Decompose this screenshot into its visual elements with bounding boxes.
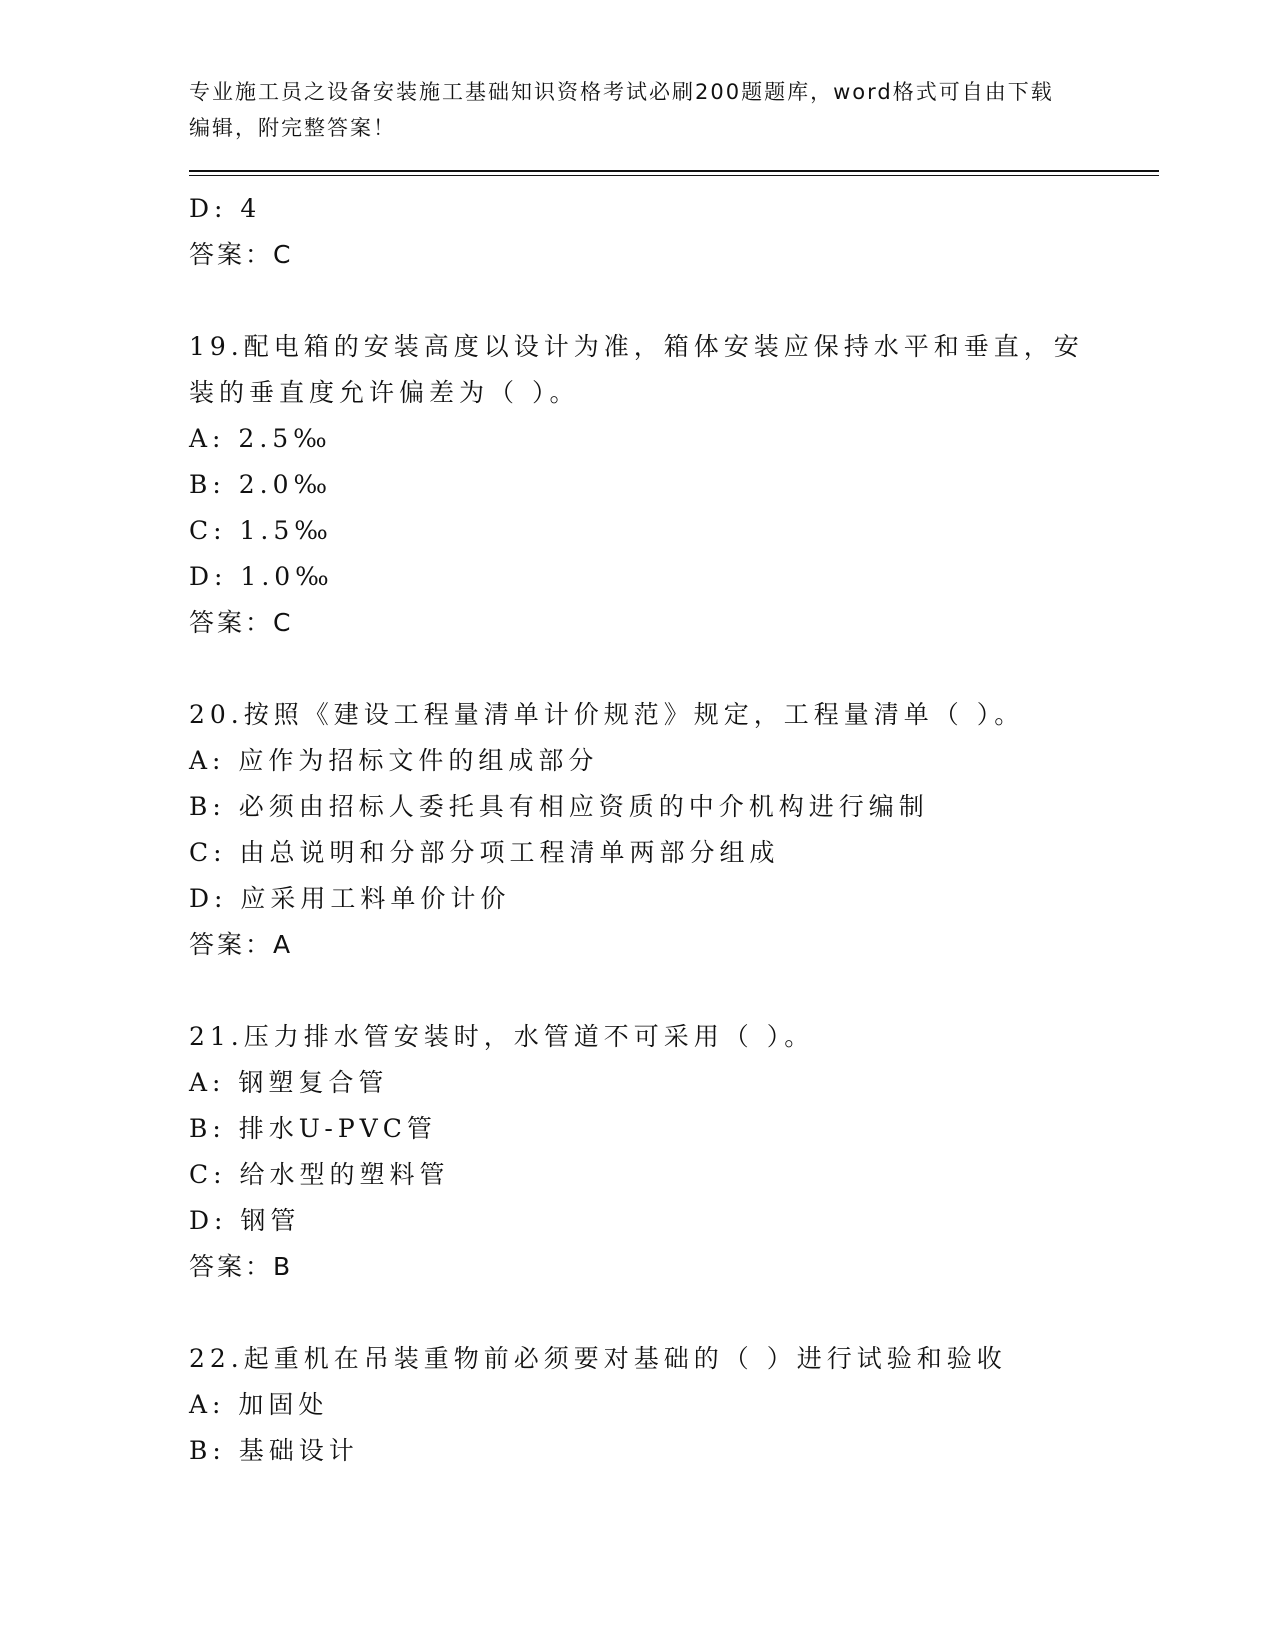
question-21 xyxy=(189,1014,1159,1290)
document-page xyxy=(189,74,1159,1474)
option-d: D: 钢管 xyxy=(189,1206,301,1235)
answer: 答案：A xyxy=(189,930,294,959)
option-a: A: 应作为招标文件的组成部分 xyxy=(189,746,599,775)
header-divider xyxy=(189,170,1159,172)
option-b: B: 排水U-PVC管 xyxy=(189,1114,437,1143)
option-c: C: 由总说明和分部分项工程清单两部分组成 xyxy=(189,838,780,867)
option-b: B: 2.0‰ xyxy=(189,470,333,499)
option-d: D: 1.0‰ xyxy=(189,562,334,591)
question-stem: 19.配电箱的安装高度以设计为准，箱体安装应保持水平和垂直，安装的垂直度允许偏差为（ ）。 xyxy=(189,332,1084,407)
answer: 答案：C xyxy=(189,240,294,269)
option-d: D: 4 xyxy=(189,194,262,223)
option-b: B: 基础设计 xyxy=(189,1436,359,1465)
option-a: A: 钢塑复合管 xyxy=(189,1068,389,1097)
document-header: 专业施工员之设备安装施工基础知识资格考试必刷200题题库，word格式可自由下载编辑，附完整答案！ xyxy=(189,80,1054,140)
option-a: A: 2.5‰ xyxy=(189,424,332,453)
option-a: A: 加固处 xyxy=(189,1390,329,1419)
option-c: C: 1.5‰ xyxy=(189,516,333,545)
question-22 xyxy=(189,1336,1159,1474)
question-stem: 22.起重机在吊装重物前必须要对基础的（ ）进行试验和验收 xyxy=(189,1344,1007,1373)
question-19 xyxy=(189,324,1159,646)
answer: 答案：B xyxy=(189,1252,294,1281)
answer: 答案：C xyxy=(189,608,294,637)
option-d: D: 应采用工料单价计价 xyxy=(189,884,511,913)
option-b: B: 必须由招标人委托具有相应资质的中介机构进行编制 xyxy=(189,792,929,821)
question-stem: 21.压力排水管安装时，水管道不可采用（ ）。 xyxy=(189,1022,815,1051)
question-stem: 20.按照《建设工程量清单计价规范》规定，工程量清单（ ）。 xyxy=(189,700,1025,729)
option-c: C: 给水型的塑料管 xyxy=(189,1160,450,1189)
header-divider-thin xyxy=(189,175,1159,176)
question-20 xyxy=(189,692,1159,968)
question-18-partial xyxy=(189,186,1159,278)
document-body xyxy=(189,186,1159,1474)
